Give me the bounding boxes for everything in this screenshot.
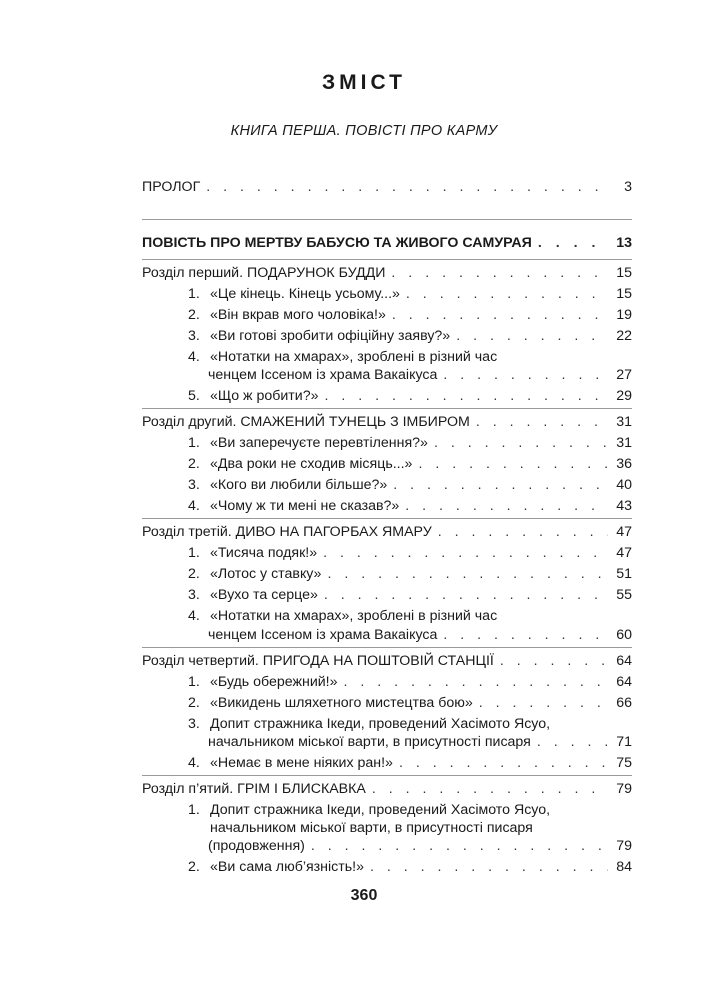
toc-page-number: 84 — [616, 859, 632, 875]
toc-item-number: 2. — [188, 859, 200, 875]
toc-subentry[interactable] — [188, 802, 632, 822]
toc-entry-label: ченцем Іссеном із храма Вакаікуса — [208, 627, 438, 643]
dot-leader — [391, 265, 608, 281]
toc-entry-label: «Нотатки на хмарах», зроблені в різний час — [210, 349, 498, 365]
section-divider — [142, 518, 632, 519]
toc-item-number: 1. — [188, 674, 200, 690]
toc-entry-label: «Чому ж ти мені не сказав?» — [210, 498, 400, 514]
toc-item-number: 4. — [188, 498, 200, 514]
toc-entry-label: «Вухо та серце» — [210, 587, 318, 603]
toc-entry-story[interactable] — [142, 235, 632, 255]
dot-leader — [392, 307, 608, 323]
toc-entry-label: «Два роки не сходив місяць...» — [210, 456, 413, 472]
dot-leader — [324, 587, 608, 603]
toc-entry-label: Розділ третій. ДИВО НА ПАГОРБАХ ЯМАРУ — [142, 524, 432, 540]
toc-page-number: 47 — [616, 524, 632, 540]
toc-item-number: 1. — [188, 435, 200, 451]
dot-leader — [372, 781, 608, 797]
toc-item-number: 1. — [188, 545, 200, 561]
toc-entry-label: Розділ другий. СМАЖЕНИЙ ТУНЕЦЬ З ІМБИРОМ — [142, 414, 470, 430]
toc-entry-label: «Він вкрав мого чоловіка!» — [210, 307, 386, 323]
toc-entry-label: Розділ перший. ПОДАРУНОК БУДДИ — [142, 265, 386, 281]
toc-item-number: 3. — [188, 328, 200, 344]
toc-page-number: 47 — [616, 545, 632, 561]
toc-entry-label: «Ви сама люб’язність!» — [210, 859, 364, 875]
toc-subentry[interactable] — [188, 859, 632, 879]
section-divider — [142, 259, 632, 260]
toc-subentry[interactable] — [188, 307, 632, 327]
dot-leader — [500, 653, 608, 669]
dot-leader — [323, 545, 608, 561]
toc-page-number: 19 — [616, 307, 632, 323]
toc-entry-label: «Що ж робити?» — [210, 388, 319, 404]
toc-subentry[interactable] — [188, 286, 632, 306]
toc-item-number: 2. — [188, 456, 200, 472]
toc-page-number: 43 — [616, 498, 632, 514]
toc-page-number: 27 — [616, 367, 632, 383]
toc-page-number: 64 — [616, 674, 632, 690]
toc-subentry-continuation[interactable] — [208, 734, 632, 754]
toc-entry-label: Розділ четвертий. ПРИГОДА НА ПОШТОВІЙ СТАНЦІЇ — [142, 653, 494, 669]
dot-leader — [393, 477, 608, 493]
dot-leader — [311, 838, 608, 854]
toc-page-number: 36 — [616, 456, 632, 472]
dot-leader — [405, 498, 608, 514]
toc-item-number: 4. — [188, 608, 200, 624]
dot-leader — [538, 235, 608, 251]
toc-page-number: 71 — [616, 734, 632, 750]
toc-page-number: 40 — [616, 477, 632, 493]
toc-page-number: 31 — [616, 414, 632, 430]
toc-chapter-1[interactable] — [142, 265, 632, 285]
toc-subentry[interactable] — [188, 477, 632, 497]
dot-leader — [456, 328, 608, 344]
dot-leader — [479, 695, 608, 711]
toc-item-number: 5. — [188, 388, 200, 404]
toc-subentry-continuation[interactable] — [208, 367, 632, 387]
toc-subentry[interactable] — [188, 388, 632, 408]
toc-entry-label: ченцем Іссеном із храма Вакаікуса — [208, 367, 438, 383]
toc-item-number: 4. — [188, 349, 200, 365]
toc-page-number: 66 — [616, 695, 632, 711]
toc-page-number: 75 — [616, 755, 632, 771]
toc-page-number: 29 — [616, 388, 632, 404]
toc-chapter-3[interactable] — [142, 524, 632, 544]
toc-entry-label: «Будь обережний!» — [210, 674, 338, 690]
dot-leader — [206, 179, 608, 195]
toc-page-number: 64 — [616, 653, 632, 669]
toc-page-number: 15 — [616, 286, 632, 302]
toc-page-number: 79 — [616, 781, 632, 797]
toc-subentry[interactable] — [188, 545, 632, 565]
toc-subentry[interactable] — [188, 498, 632, 518]
toc-subentry[interactable] — [188, 608, 632, 628]
section-divider — [142, 775, 632, 776]
book-title: КНИГА ПЕРША. ПОВІСТІ ПРО КАРМУ — [230, 123, 498, 139]
toc-subentry[interactable] — [188, 587, 632, 607]
toc-item-number: 2. — [188, 566, 200, 582]
dot-leader — [537, 734, 608, 750]
dot-leader — [443, 367, 608, 383]
toc-entry-label: «Ви готові зробити офіційну заяву?» — [210, 328, 451, 344]
dot-leader — [327, 566, 608, 582]
dot-leader — [344, 674, 609, 690]
dot-leader — [443, 627, 608, 643]
toc-entry-label: «Кого ви любили більше?» — [210, 477, 388, 493]
dot-leader — [370, 859, 608, 875]
toc-item-number: 3. — [188, 587, 200, 603]
toc-page-number: 15 — [616, 265, 632, 281]
toc-item-number: 1. — [188, 286, 200, 302]
toc-entry-label: Розділ п’ятий. ГРІМ І БЛИСКАВКА — [142, 781, 366, 797]
toc-page-number: 51 — [616, 566, 632, 582]
toc-subentry[interactable] — [188, 349, 632, 369]
toc-subentry[interactable] — [188, 695, 632, 715]
section-divider — [142, 408, 632, 409]
toc-page-number: 22 — [616, 328, 632, 344]
toc-page-number: 13 — [616, 235, 632, 251]
toc-chapter-5[interactable] — [142, 781, 632, 801]
toc-subentry-continuation[interactable]: начальником міської варти, в присутності писаря — [210, 820, 533, 836]
toc-entry-label: «Викидень шляхетного мистецтва бою» — [210, 695, 473, 711]
dot-leader — [434, 435, 608, 451]
toc-item-number: 4. — [188, 755, 200, 771]
toc-item-number: 3. — [188, 716, 200, 732]
toc-page-number: 60 — [616, 627, 632, 643]
toc-entry-label: «Лотос у ставку» — [210, 566, 322, 582]
toc-page-number: 79 — [616, 838, 632, 854]
toc-entry-label: «Це кінець. Кінець усьому...» — [210, 286, 400, 302]
toc-chapter-2[interactable] — [142, 414, 632, 434]
toc-subentry[interactable] — [188, 755, 632, 775]
toc-subentry-continuation[interactable] — [208, 627, 632, 647]
toc-entry-label: «Нотатки на хмарах», зроблені в різний час — [210, 608, 498, 624]
dot-leader — [418, 456, 608, 472]
section-divider — [142, 219, 632, 220]
dot-leader — [438, 524, 608, 540]
page-number: 360 — [350, 887, 378, 904]
toc-entry-label: ПРОЛОГ — [142, 179, 201, 195]
toc-item-number: 1. — [188, 802, 200, 818]
section-divider — [142, 647, 632, 648]
toc-subentry[interactable] — [188, 716, 632, 736]
toc-item-number: 3. — [188, 477, 200, 493]
toc-page-number: 3 — [624, 179, 632, 195]
toc-entry-label: «Ви заперечуєте перевтілення?» — [210, 435, 428, 451]
toc-item-number: 2. — [188, 695, 200, 711]
toc-subentry[interactable] — [188, 435, 632, 455]
toc-entry-prologue[interactable] — [142, 179, 632, 199]
toc-page-number: 31 — [616, 435, 632, 451]
dot-leader — [325, 388, 609, 404]
page-title: ЗМІСТ — [322, 71, 406, 94]
toc-entry-label: ПОВІСТЬ ПРО МЕРТВУ БАБУСЮ ТА ЖИВОГО САМУРАЯ — [142, 235, 532, 251]
toc-entry-label: Допит стражника Ікеди, проведений Хасімото Ясуо, — [210, 716, 551, 732]
toc-entry-label: начальником міської варти, в присутності писаря — [208, 734, 531, 750]
toc-entry-label: «Тисяча подяк!» — [210, 545, 318, 561]
toc-subentry[interactable] — [188, 328, 632, 348]
toc-item-number: 2. — [188, 307, 200, 323]
toc-chapter-4[interactable] — [142, 653, 632, 673]
toc-subentry[interactable] — [188, 566, 632, 586]
dot-leader — [476, 414, 608, 430]
dot-leader — [399, 755, 608, 771]
toc-page-number: 55 — [616, 587, 632, 603]
dot-leader — [406, 286, 608, 302]
toc-subentry[interactable] — [188, 674, 632, 694]
toc-entry-label: «Немає в мене ніяких ран!» — [210, 755, 393, 771]
toc-entry-label: (продовження) — [208, 838, 305, 854]
toc-subentry-continuation[interactable] — [208, 838, 632, 858]
toc-subentry[interactable] — [188, 456, 632, 476]
toc-entry-label: Допит стражника Ікеди, проведений Хасімото Ясуо, — [210, 802, 551, 818]
